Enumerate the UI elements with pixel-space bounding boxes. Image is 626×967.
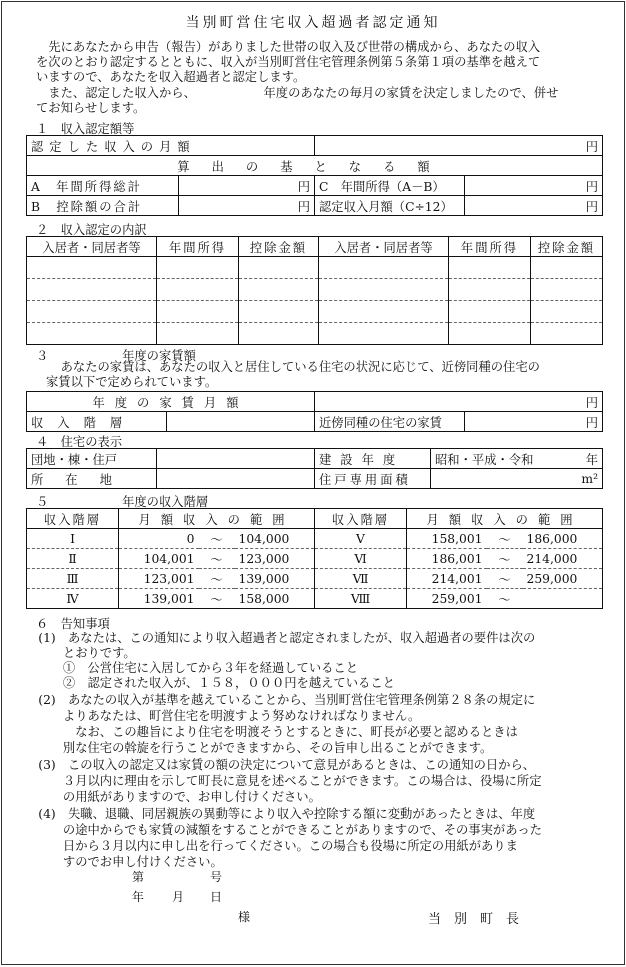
range-high: 214,000 — [523, 549, 603, 569]
recognized-monthly-label: 認定収入月額（C÷12） — [315, 196, 465, 216]
notice-line: ３月以内に理由を示して町長に意見を述べることができます。この場合は、役場に所定 — [26, 774, 542, 788]
rent-text-line-1: あなたの家賃は、あなたの収入と居住している住宅の状況に応じて、近傍同種の住宅の — [36, 360, 540, 374]
nearby-rent-label: 近傍同種の住宅の家賃 — [315, 412, 465, 432]
range-tilde: ～ — [487, 549, 523, 569]
document-number-suffix: 号 — [210, 870, 223, 884]
address-label: 所在地 — [27, 469, 157, 489]
level-header-1: 収入階層 — [27, 509, 119, 529]
income-level-label: 収入階層 — [27, 412, 167, 432]
table-row — [27, 301, 603, 323]
section-5-heading: ５ 年度の収入階層 — [36, 495, 209, 509]
level-cell: Ⅴ — [315, 529, 407, 549]
date-month: 月 — [172, 890, 185, 904]
calculation-basis-header: 算出の基となる額 — [27, 156, 603, 176]
level-cell: Ⅷ — [315, 589, 407, 609]
range-low: 158,001 — [407, 529, 487, 549]
notice-line: (3) この収入の認定又は家賃の額の決定について意見があるときは、この通知の日から、 — [26, 758, 536, 772]
range-high: 104,000 — [235, 529, 315, 549]
range-low: 123,001 — [119, 569, 199, 589]
notice-line: ① 公営住宅に入居してから３年を経過していること — [26, 661, 359, 675]
level-cell: Ⅲ — [27, 569, 119, 589]
range-low: 0 — [119, 529, 199, 549]
range-low: 259,001 — [407, 589, 487, 609]
level-cell: Ⅰ — [27, 529, 119, 549]
level-header-2: 収入階層 — [315, 509, 407, 529]
breakdown-header-deduction: 控除金額 — [239, 237, 319, 257]
range-tilde: ～ — [199, 549, 235, 569]
breakdown-header-resident: 入居者・同居者等 — [27, 237, 157, 257]
complex-value — [157, 449, 315, 469]
income-level-value — [167, 412, 315, 432]
rent-text-line-2: 家賃以下で定められています。 — [46, 375, 218, 389]
level-cell: Ⅳ — [27, 589, 119, 609]
section-3-heading: ３ 年度の家賃額 — [36, 349, 196, 363]
intro-line-5: てお知らせします。 — [36, 101, 146, 115]
era-text: 昭和・平成・令和 — [435, 452, 534, 467]
range-low: 214,001 — [407, 569, 487, 589]
annual-income-total-value: 円 — [179, 176, 315, 196]
table-row — [27, 279, 603, 301]
range-tilde: ～ — [199, 589, 235, 609]
notice-line: すのでお申し付けください。 — [26, 855, 223, 869]
notice-line: の途中からでも家賃の減額をすることができることがありますので、その事実があった — [26, 823, 542, 837]
notice-line: (1) あなたは、この通知により収入超過者と認定されましたが、収入超過者の要件は次の — [26, 631, 536, 645]
rent-table — [26, 391, 603, 432]
recognized-monthly-income-value: 円 — [315, 136, 603, 156]
notice-line: なお、この趣旨により住宅を明渡そうとするときに、町長が必要と認めるときは — [26, 725, 518, 739]
breakdown-header-resident-2: 入居者・同居者等 — [319, 237, 449, 257]
level-cell: Ⅱ — [27, 549, 119, 569]
document-number-prefix: 第 — [132, 870, 145, 884]
recipient-honorific: 様 — [238, 910, 251, 924]
income-table — [26, 135, 603, 216]
deduction-total-label: B 控除額の合計 — [27, 196, 179, 216]
notice-line: の用紙がありますので、お申し付けください。 — [26, 790, 321, 804]
intro-line-2: を次のとおり認定するとともに、収入が当別町営住宅管理条例第５条第１項の基準を越えて — [36, 55, 541, 69]
notice-line: とおりです。 — [26, 646, 136, 660]
breakdown-header-income-2: 年間所得 — [449, 237, 531, 257]
section-2-heading: ２ 収入認定の内訳 — [36, 223, 147, 237]
range-high: 186,000 — [523, 529, 603, 549]
income-breakdown-table — [26, 236, 603, 345]
level-cell: Ⅵ — [315, 549, 407, 569]
notice-line: (2) あなたの収入が基準を越えていることから、当別町営住宅管理条例第２８条の規定に — [26, 693, 536, 707]
rent-monthly-value: 円 — [315, 392, 603, 412]
table-row — [27, 589, 603, 609]
range-high: 123,000 — [235, 549, 315, 569]
annual-income-value: 円 — [465, 176, 603, 196]
range-header-1: 月額収入の範囲 — [119, 509, 315, 529]
floor-area-value: m² — [431, 469, 603, 489]
range-low: 104,001 — [119, 549, 199, 569]
notice-line: 日から３月以内に申し出を行ってください。この場合も役場に所定の用紙がありま — [26, 839, 518, 853]
range-header-2: 月額収入の範囲 — [407, 509, 603, 529]
nearby-rent-value: 円 — [465, 412, 603, 432]
range-low: 186,001 — [407, 549, 487, 569]
range-tilde: ～ — [487, 569, 523, 589]
range-tilde: ～ — [199, 529, 235, 549]
table-row — [27, 323, 603, 345]
page-title: 当別町営住宅収入超過者認定通知 — [185, 15, 441, 31]
range-low: 139,001 — [119, 589, 199, 609]
intro-line-3: いますので、あなたを収入超過者と認定します。 — [36, 70, 306, 84]
range-high: 139,000 — [235, 569, 315, 589]
recognized-monthly-value: 円 — [465, 196, 603, 216]
recognized-monthly-income-label: 認定した収入の月額 — [27, 136, 315, 156]
section-1-heading: １ 収入認定額等 — [36, 122, 135, 136]
range-high: 158,000 — [235, 589, 315, 609]
table-row — [27, 549, 603, 569]
notice-line: よりあなたは、町営住宅を明渡すよう努めなければなりません。 — [26, 709, 421, 723]
breakdown-header-deduction-2: 控除金額 — [531, 237, 603, 257]
notice-line: ② 認定された収入が、１５８，０００円を越えていること — [26, 676, 395, 690]
income-level-table — [26, 508, 603, 609]
intro-line-1: 先にあなたから申告（報告）がありました世帯の収入及び世帯の構成から、あなたの収入 — [36, 40, 541, 54]
table-row — [27, 257, 603, 279]
issuer-name: 当 別 町 長 — [428, 912, 520, 927]
table-row — [27, 529, 603, 549]
section-6-heading: ６ 告知事項 — [36, 617, 110, 631]
section-4-heading: ４ 住宅の表示 — [36, 435, 123, 449]
annual-income-total-label: A 年間所得総計 — [27, 176, 179, 196]
address-value — [157, 469, 315, 489]
table-row — [27, 569, 603, 589]
range-tilde: ～ — [487, 529, 523, 549]
level-cell: Ⅶ — [315, 569, 407, 589]
floor-area-label: 住戸専用面積 — [315, 469, 431, 489]
range-high: 259,000 — [523, 569, 603, 589]
notice-line: 別な住宅の斡旋を行うことができますから、その旨申し出ることができます。 — [26, 741, 493, 755]
rent-monthly-label: 年度の家賃月額 — [27, 392, 315, 412]
breakdown-header-income: 年間所得 — [157, 237, 239, 257]
date-day: 日 — [210, 890, 223, 904]
notice-page — [1, 1, 625, 965]
deduction-total-value: 円 — [179, 196, 315, 216]
range-tilde: ～ — [199, 569, 235, 589]
housing-table — [26, 448, 603, 489]
range-tilde: ～ — [487, 589, 523, 609]
intro-line-4: また、認定した収入から、 年度のあなたの毎月の家賃を決定しましたので、併せ — [36, 86, 559, 100]
notice-line: (4) 失職、退職、同居親族の異動等により収入や控除する額に変動があったときは、年度 — [26, 807, 536, 821]
construction-year-label: 建設年度 — [315, 449, 431, 469]
range-high — [523, 589, 603, 609]
year-unit: 年 — [585, 452, 598, 467]
date-year: 年 — [132, 890, 145, 904]
annual-income-label: C 年間所得（A－B） — [315, 176, 465, 196]
complex-label: 団地・棟・住戸 — [27, 449, 157, 469]
construction-year-value — [431, 449, 603, 469]
